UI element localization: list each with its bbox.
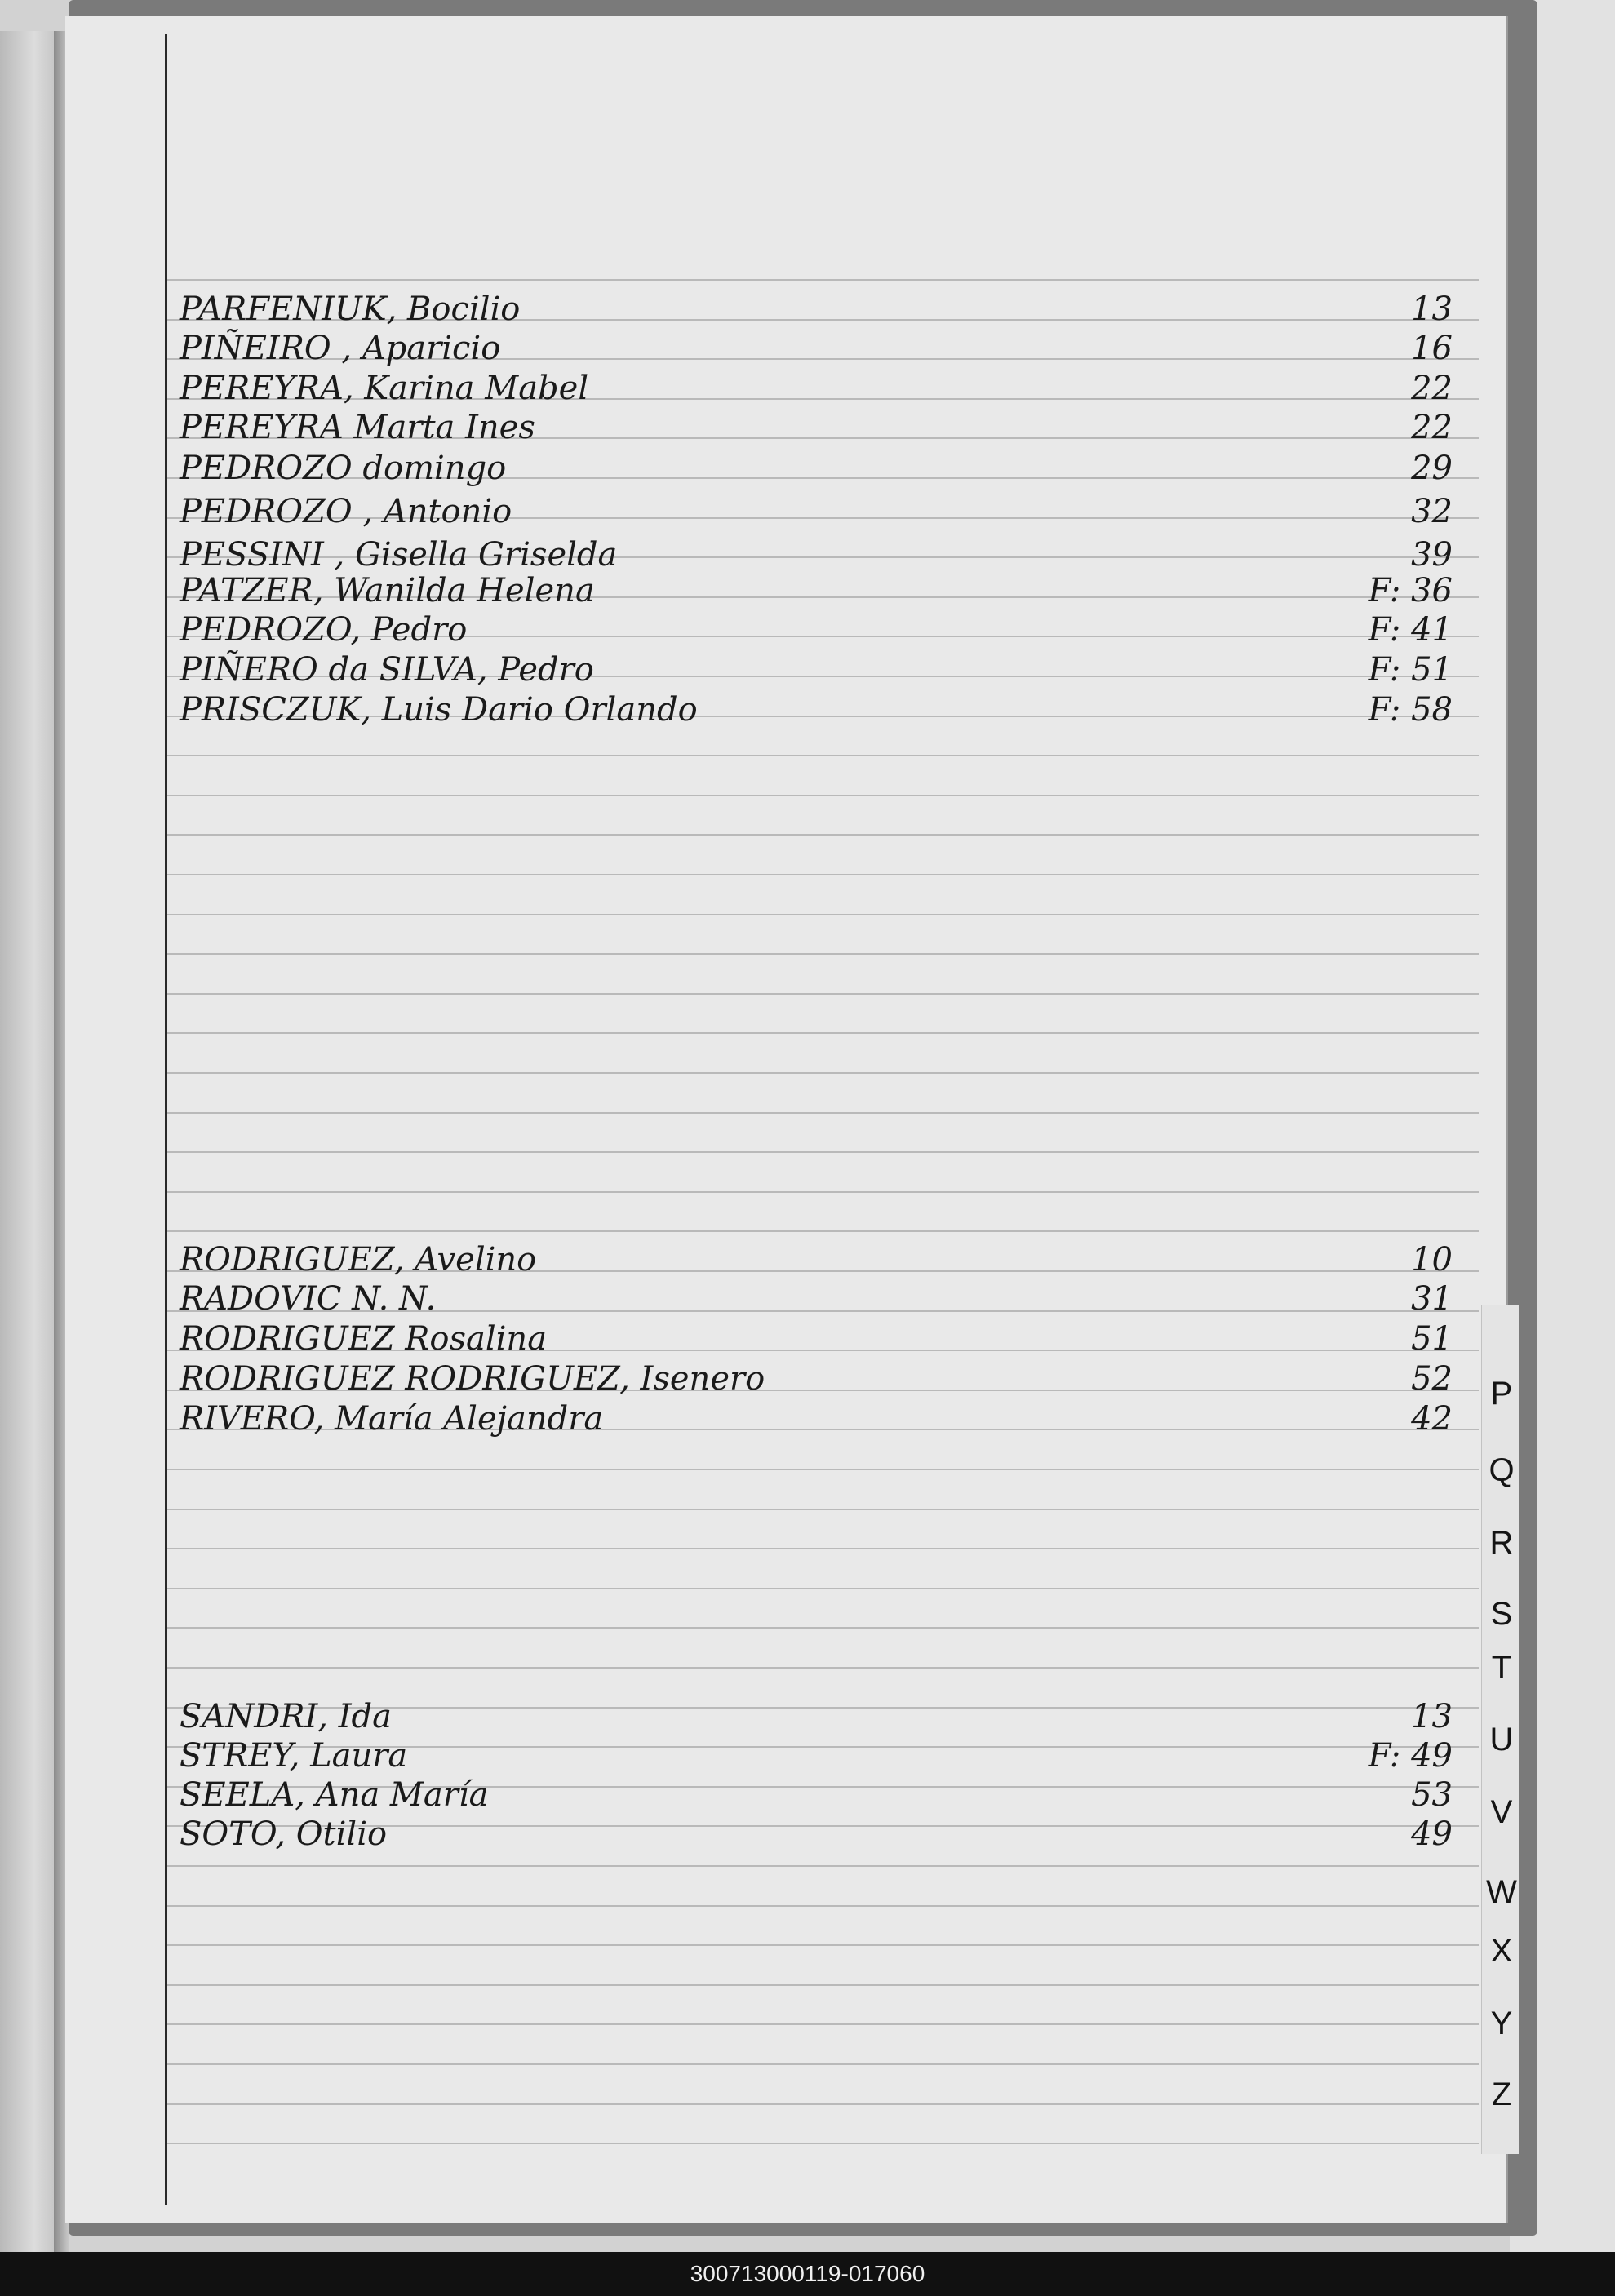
- entry-folio: F: 41: [1368, 611, 1453, 649]
- index-tab-u[interactable]: U: [1489, 1722, 1514, 1757]
- ruled-line: [166, 1984, 1479, 1986]
- ledger-page: [65, 16, 1517, 2223]
- entry-name: PIÑERO da SILVA, Pedro: [180, 651, 594, 689]
- ruled-line: [166, 279, 1479, 281]
- entry-folio: 39: [1411, 536, 1453, 574]
- ruled-line: [166, 874, 1479, 875]
- ruled-line: [166, 1032, 1479, 1034]
- entry-name: RODRIGUEZ RODRIGUEZ, Isenero: [180, 1360, 765, 1398]
- entry-folio: 52: [1411, 1360, 1453, 1398]
- entry-folio: 32: [1411, 493, 1453, 530]
- entry-folio: 49: [1411, 1815, 1453, 1853]
- ruled-line: [166, 2103, 1479, 2105]
- ruled-line: [166, 1667, 1479, 1669]
- index-entry: [180, 535, 1453, 574]
- index-tab-x[interactable]: X: [1490, 1933, 1513, 1969]
- entry-folio: F: 58: [1368, 691, 1453, 729]
- entry-name: PRISCZUK, Luis Dario Orlando: [180, 691, 698, 729]
- entry-folio: 16: [1411, 330, 1453, 367]
- index-entry: [180, 408, 1453, 447]
- entry-folio: 53: [1411, 1776, 1453, 1814]
- entry-name: RODRIGUEZ, Avelino: [180, 1241, 537, 1279]
- entry-folio: 31: [1411, 1280, 1453, 1318]
- entry-folio: 22: [1411, 370, 1453, 407]
- margin-line: [165, 34, 167, 2205]
- index-entry: [180, 690, 1453, 729]
- index-entry: [180, 1359, 1453, 1398]
- entry-name: PEREYRA Marta Ines: [180, 409, 535, 446]
- ruled-line: [166, 2143, 1479, 2144]
- index-entry: [180, 1775, 1453, 1815]
- entry-name: PEDROZO domingo: [180, 450, 507, 487]
- entry-folio: F: 36: [1368, 572, 1453, 609]
- index-entry: [180, 449, 1453, 488]
- index-entry: [180, 1697, 1453, 1736]
- ruled-line: [166, 834, 1479, 836]
- entry-folio: 51: [1411, 1320, 1453, 1358]
- index-entry: [180, 1736, 1453, 1775]
- index-tab-z[interactable]: Z: [1491, 2077, 1512, 2112]
- entry-name: PEREYRA, Karina Mabel: [180, 370, 589, 407]
- entry-name: PARFENIUK, Bocilio: [180, 290, 521, 328]
- ruled-line: [166, 993, 1479, 995]
- index-entry: [180, 1240, 1453, 1279]
- entry-name: RODRIGUEZ Rosalina: [180, 1320, 548, 1358]
- entry-name: PESSINI , Gisella Griselda: [180, 536, 618, 574]
- ruled-line: [166, 1191, 1479, 1193]
- index-tab-s[interactable]: S: [1490, 1596, 1513, 1632]
- index-tab-v[interactable]: V: [1490, 1794, 1513, 1830]
- ruled-line: [166, 1944, 1479, 1946]
- index-entry: [180, 369, 1453, 408]
- index-tab-q[interactable]: Q: [1489, 1452, 1515, 1488]
- ruled-line: [166, 953, 1479, 955]
- entry-folio: F: 49: [1368, 1737, 1453, 1775]
- image-caption: 300713000119-017060: [0, 2252, 1615, 2296]
- entry-name: PIÑEIRO , Aparicio: [180, 330, 501, 367]
- index-entry: [180, 571, 1453, 610]
- entry-folio: 29: [1411, 450, 1453, 487]
- entry-name: PATZER, Wanilda Helena: [180, 572, 595, 609]
- ruled-line: [166, 1469, 1479, 1470]
- index-entry: [180, 1279, 1453, 1319]
- entry-name: PEDROZO, Pedro: [180, 611, 468, 649]
- index-entry: [180, 329, 1453, 368]
- ruled-line: [166, 755, 1479, 756]
- entry-name: RADOVIC N. N.: [180, 1280, 437, 1318]
- entry-folio: 13: [1411, 1698, 1453, 1735]
- index-entry: [180, 1319, 1453, 1359]
- index-entry: [180, 610, 1453, 649]
- ruled-line: [166, 1112, 1479, 1114]
- ruled-line: [166, 795, 1479, 796]
- index-tab-y[interactable]: Y: [1490, 2006, 1513, 2041]
- ruled-line: [166, 2063, 1479, 2065]
- entry-name: STREY, Laura: [180, 1737, 408, 1775]
- ruled-line: [166, 1627, 1479, 1629]
- entry-folio: 10: [1411, 1241, 1453, 1279]
- ruled-line: [166, 2023, 1479, 2025]
- index-tab-r[interactable]: R: [1489, 1525, 1514, 1561]
- index-entry: [180, 1399, 1453, 1438]
- ruled-line: [166, 1072, 1479, 1074]
- facing-page-edge: [0, 31, 57, 2252]
- index-tab-w[interactable]: W: [1486, 1874, 1517, 1910]
- entry-folio: 13: [1411, 290, 1453, 328]
- index-entry: [180, 650, 1453, 689]
- entry-name: RIVERO, María Alejandra: [180, 1400, 604, 1438]
- entry-folio: 22: [1411, 409, 1453, 446]
- index-entry: [180, 290, 1453, 329]
- ruled-line: [166, 1509, 1479, 1510]
- index-tab-t[interactable]: T: [1491, 1650, 1512, 1686]
- index-entry: [180, 1815, 1453, 1854]
- index-entry: [180, 492, 1453, 531]
- ruled-line: [166, 914, 1479, 915]
- entry-name: SANDRI, Ida: [180, 1698, 392, 1735]
- entry-name: SOTO, Otilio: [180, 1815, 388, 1853]
- entry-folio: 42: [1411, 1400, 1453, 1438]
- ruled-line: [166, 1548, 1479, 1549]
- index-tab-p[interactable]: P: [1490, 1376, 1513, 1412]
- ruled-line: [166, 1151, 1479, 1153]
- ruled-line: [166, 1905, 1479, 1907]
- ruled-line: [166, 1230, 1479, 1232]
- entry-folio: F: 51: [1368, 651, 1453, 689]
- ruled-line: [166, 1865, 1479, 1867]
- ruled-line: [166, 1588, 1479, 1589]
- entry-name: SEELA, Ana María: [180, 1776, 489, 1814]
- entry-name: PEDROZO , Antonio: [180, 493, 512, 530]
